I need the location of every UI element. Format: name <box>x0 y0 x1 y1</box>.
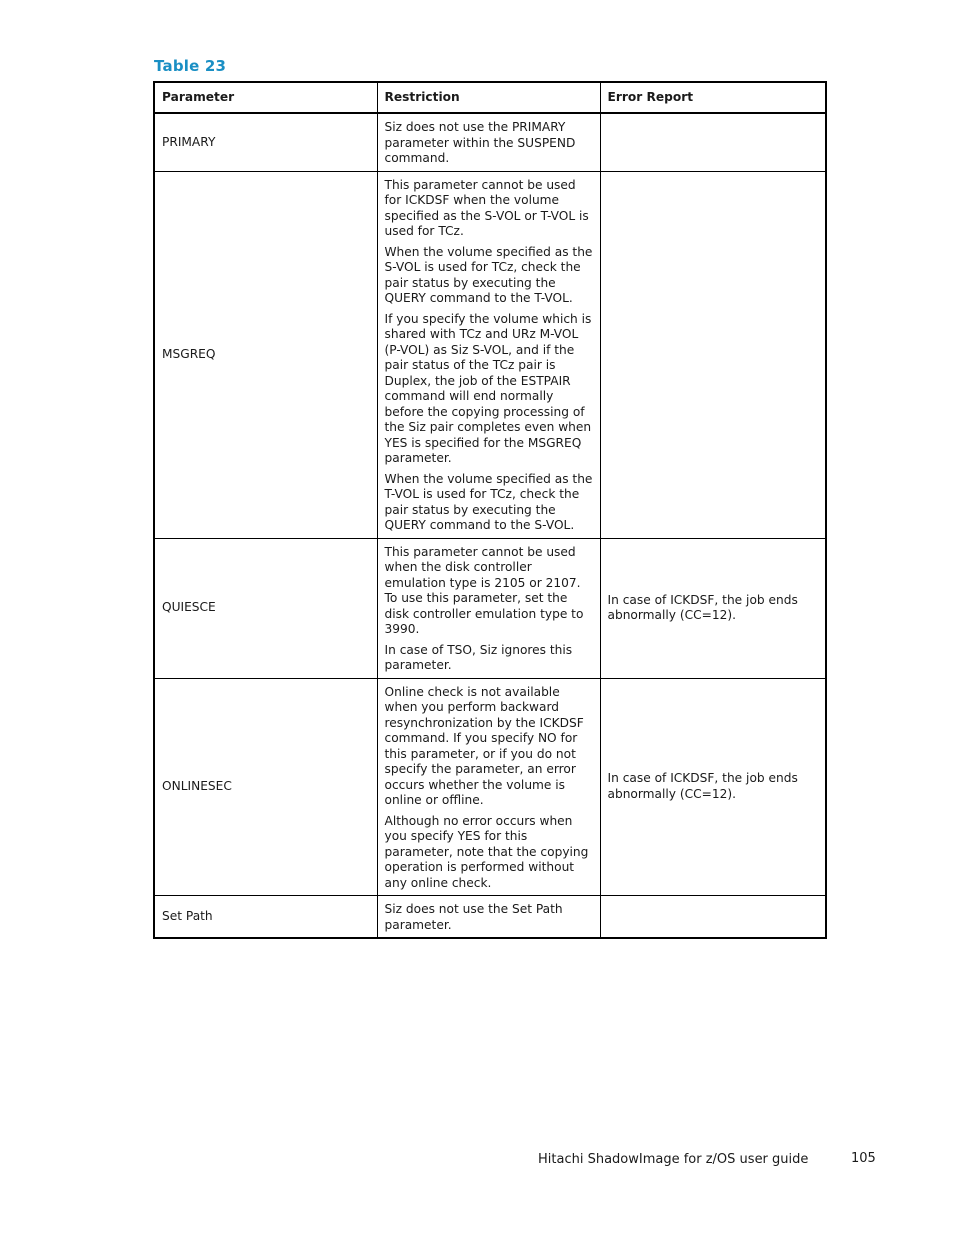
restriction-paragraph: Siz does not use the PRIMARY parameter within the SUSPEND command. <box>384 120 576 165</box>
restriction-paragraph: Siz does not use the Set Path parameter. <box>384 902 563 932</box>
restriction-cell <box>377 538 600 678</box>
error-report-cell <box>600 113 826 171</box>
restriction-paragraph: Online check is not available when you perform backward resynchronization by the ICKDSF command. If you specify NO for this parameter, or if you do not specify the parameter, an error occurs whether the volume is online or offline. <box>384 684 584 807</box>
parameter-restrictions-table <box>153 81 827 939</box>
footer-page-number: 105 <box>851 1151 876 1166</box>
restriction-paragraph: When the volume specified as the S-VOL is used for TCz, check the pair status by executing the QUERY command to the T-VOL. <box>384 244 593 305</box>
table-row <box>154 538 826 678</box>
table-caption: Table 23 <box>154 57 227 75</box>
restriction-cell <box>377 678 600 896</box>
error-report-cell <box>600 171 826 538</box>
parameter-cell: QUIESCE <box>154 538 377 678</box>
error-report-cell: In case of ICKDSF, the job ends abnormally (CC=12). <box>600 678 826 896</box>
header-error-report: Error Report <box>600 82 826 113</box>
table-header-row <box>154 82 826 113</box>
restriction-paragraph: This parameter cannot be used when the disk controller emulation type is 2105 or 2107. To use this parameter, set the disk controller emulation type to 3990. <box>384 544 584 636</box>
table-row <box>154 896 826 939</box>
header-parameter: Parameter <box>154 82 377 113</box>
parameter-cell: ONLINESEC <box>154 678 377 896</box>
table-row <box>154 171 826 538</box>
restriction-paragraph: When the volume specified as the T-VOL is used for TCz, check the pair status by executing the QUERY command to the S-VOL. <box>384 471 593 532</box>
error-report-cell: In case of ICKDSF, the job ends abnormally (CC=12). <box>600 538 826 678</box>
parameter-cell: PRIMARY <box>154 113 377 171</box>
table-row <box>154 113 826 171</box>
restriction-paragraph: If you specify the volume which is shared with TCz and URz M-VOL (P-VOL) as Siz S-VOL, and if the pair status of the TCz pair is Duplex, the job of the ESTPAIR command will end normally before the copying processing of the Siz pair completes even when YES is specified for the MSGREQ parameter. <box>384 311 592 465</box>
restriction-paragraph: In case of TSO, Siz ignores this parameter. <box>384 642 573 672</box>
footer-document-title: Hitachi ShadowImage for z/OS user guide <box>538 1152 809 1167</box>
restriction-cell <box>377 171 600 538</box>
restriction-cell <box>377 896 600 939</box>
error-report-cell <box>600 896 826 939</box>
parameter-cell: Set Path <box>154 896 377 939</box>
restriction-paragraph: Although no error occurs when you specify YES for this parameter, note that the copying operation is performed without any online check. <box>384 813 589 890</box>
table-row <box>154 678 826 896</box>
header-restriction: Restriction <box>377 82 600 113</box>
restriction-cell <box>377 113 600 171</box>
parameter-cell: MSGREQ <box>154 171 377 538</box>
restriction-paragraph: This parameter cannot be used for ICKDSF when the volume specified as the S-VOL or T-VOL is used for TCz. <box>384 177 589 238</box>
